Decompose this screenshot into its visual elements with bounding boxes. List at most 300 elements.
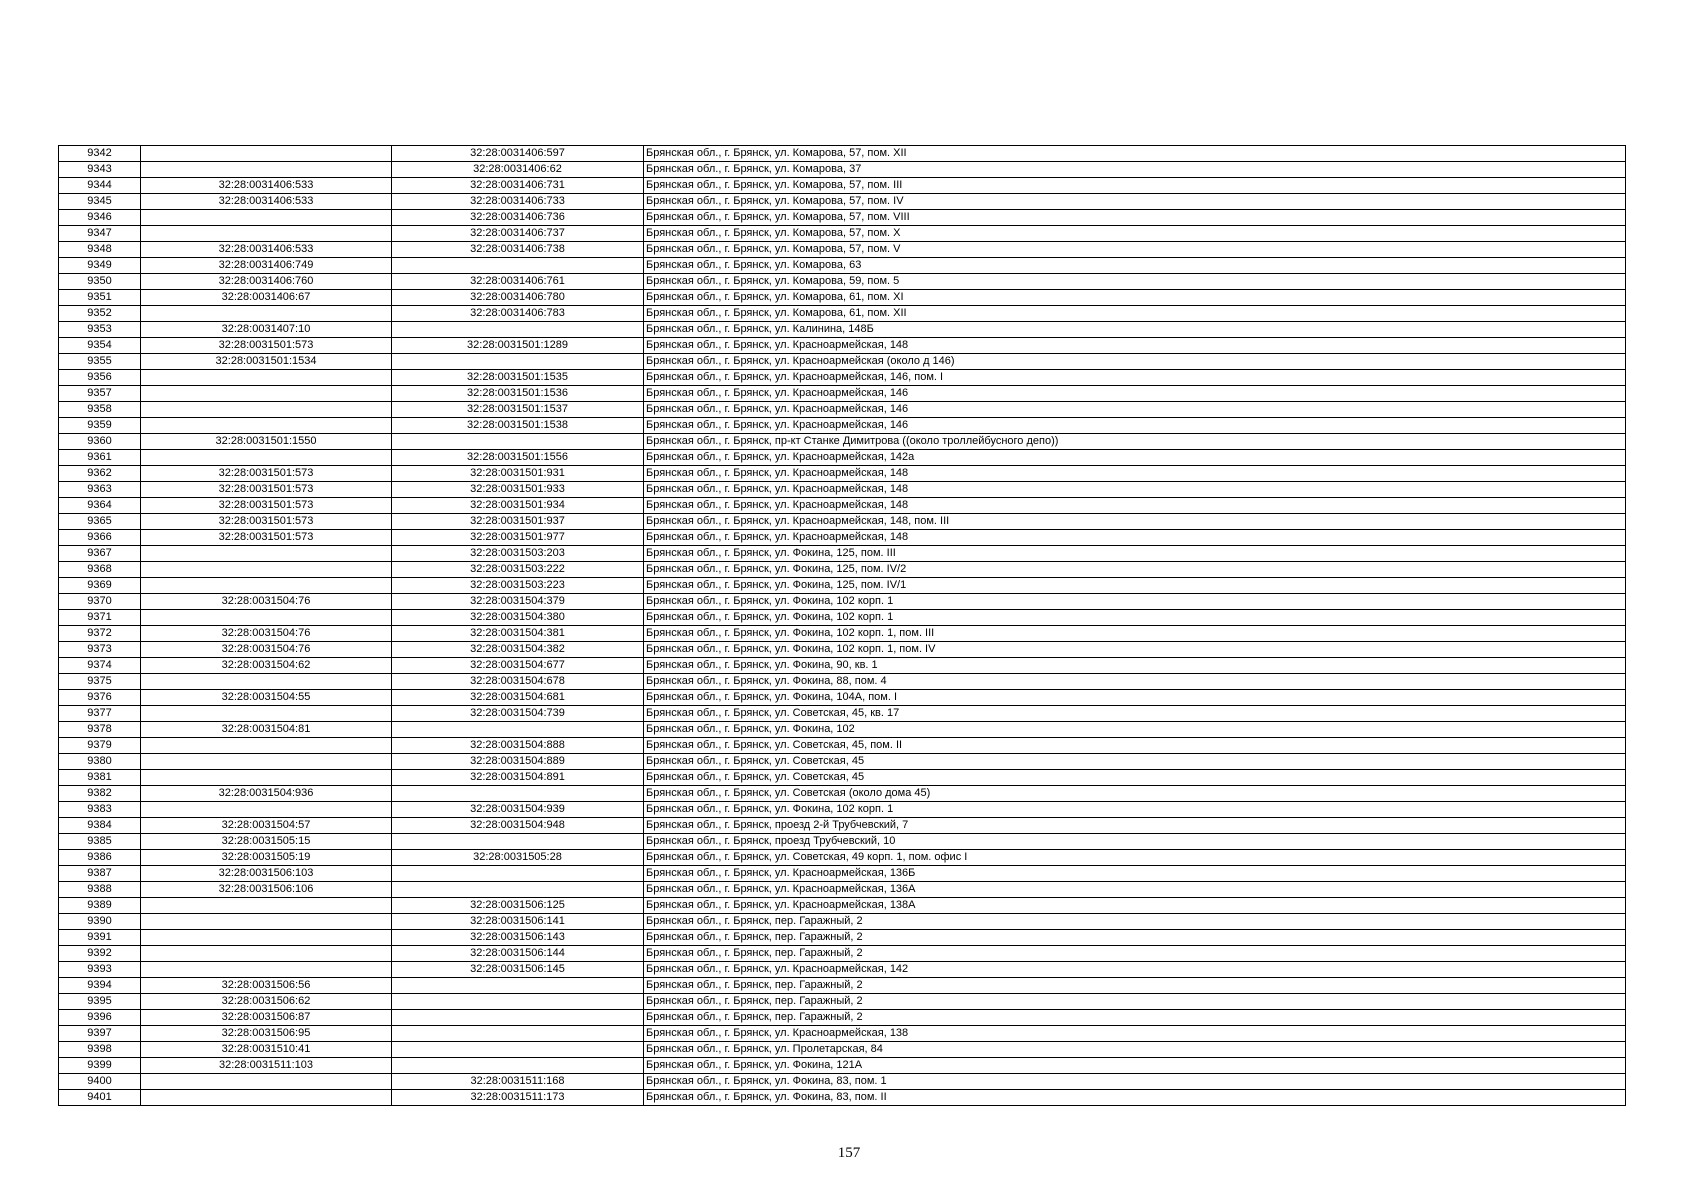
row-number-cell: 9345 [59,194,141,210]
address-cell: Брянская обл., г. Брянск, ул. Фокина, 125, пом. III [644,546,1626,562]
land-cadastral-number-cell: 32:28:0031501:1534 [141,354,392,370]
land-cadastral-number-cell [141,450,392,466]
object-cadastral-number-cell: 32:28:0031504:891 [392,770,644,786]
table-row [59,226,1626,242]
object-cadastral-number-cell: 32:28:0031504:739 [392,706,644,722]
table-row [59,882,1626,898]
row-number-cell: 9398 [59,1042,141,1058]
row-number-cell: 9391 [59,930,141,946]
address-cell: Брянская обл., г. Брянск, ул. Красноармейская, 136Б [644,866,1626,882]
land-cadastral-number-cell: 32:28:0031510:41 [141,1042,392,1058]
object-cadastral-number-cell [392,866,644,882]
land-cadastral-number-cell: 32:28:0031501:1550 [141,434,392,450]
table-row [59,1010,1626,1026]
object-cadastral-number-cell: 32:28:0031501:977 [392,530,644,546]
row-number-cell: 9364 [59,498,141,514]
address-cell: Брянская обл., г. Брянск, ул. Советская, 45, кв. 17 [644,706,1626,722]
address-cell: Брянская обл., г. Брянск, ул. Фокина, 102 [644,722,1626,738]
object-cadastral-number-cell: 32:28:0031406:733 [392,194,644,210]
row-number-cell: 9394 [59,978,141,994]
row-number-cell: 9392 [59,946,141,962]
table-row [59,994,1626,1010]
row-number-cell: 9376 [59,690,141,706]
land-cadastral-number-cell [141,418,392,434]
object-cadastral-number-cell: 32:28:0031406:731 [392,178,644,194]
address-cell: Брянская обл., г. Брянск, пр-кт Станке Димитрова ((около троллейбусного депо)) [644,434,1626,450]
object-cadastral-number-cell: 32:28:0031504:382 [392,642,644,658]
object-cadastral-number-cell: 32:28:0031506:145 [392,962,644,978]
address-cell: Брянская обл., г. Брянск, ул. Фокина, 90, кв. 1 [644,658,1626,674]
row-number-cell: 9369 [59,578,141,594]
row-number-cell: 9342 [59,146,141,162]
land-cadastral-number-cell: 32:28:0031504:57 [141,818,392,834]
object-cadastral-number-cell: 32:28:0031505:28 [392,850,644,866]
object-cadastral-number-cell: 32:28:0031511:173 [392,1090,644,1106]
land-cadastral-number-cell [141,754,392,770]
table-row [59,978,1626,994]
land-cadastral-number-cell: 32:28:0031506:87 [141,1010,392,1026]
land-cadastral-number-cell: 32:28:0031504:55 [141,690,392,706]
object-cadastral-number-cell: 32:28:0031504:888 [392,738,644,754]
land-cadastral-number-cell: 32:28:0031511:103 [141,1058,392,1074]
object-cadastral-number-cell: 32:28:0031501:1536 [392,386,644,402]
table-row [59,658,1626,674]
object-cadastral-number-cell: 32:28:0031406:761 [392,274,644,290]
row-number-cell: 9362 [59,466,141,482]
land-cadastral-number-cell: 32:28:0031501:573 [141,530,392,546]
object-cadastral-number-cell [392,1026,644,1042]
address-cell: Брянская обл., г. Брянск, ул. Комарова, 63 [644,258,1626,274]
address-cell: Брянская обл., г. Брянск, ул. Комарова, 57, пом. VIII [644,210,1626,226]
object-cadastral-number-cell [392,722,644,738]
table-row [59,1090,1626,1106]
table-row [59,402,1626,418]
object-cadastral-number-cell [392,322,644,338]
address-cell: Брянская обл., г. Брянск, ул. Красноармейская, 136А [644,882,1626,898]
address-cell: Брянская обл., г. Брянск, ул. Фокина, 121А [644,1058,1626,1074]
table-row [59,962,1626,978]
land-cadastral-number-cell [141,946,392,962]
address-cell: Брянская обл., г. Брянск, ул. Красноармейская, 148 [644,482,1626,498]
land-cadastral-number-cell: 32:28:0031407:10 [141,322,392,338]
table-row [59,306,1626,322]
address-cell: Брянская обл., г. Брянск, ул. Красноармейская, 138 [644,1026,1626,1042]
table-row [59,546,1626,562]
land-cadastral-number-cell [141,962,392,978]
object-cadastral-number-cell: 32:28:0031501:934 [392,498,644,514]
table-row [59,434,1626,450]
table-row [59,946,1626,962]
table-row [59,562,1626,578]
object-cadastral-number-cell: 32:28:0031501:1538 [392,418,644,434]
address-cell: Брянская обл., г. Брянск, ул. Красноармейская, 148, пом. III [644,514,1626,530]
row-number-cell: 9393 [59,962,141,978]
object-cadastral-number-cell: 32:28:0031501:1535 [392,370,644,386]
object-cadastral-number-cell [392,978,644,994]
table-row [59,850,1626,866]
address-cell: Брянская обл., г. Брянск, ул. Фокина, 125, пом. IV/1 [644,578,1626,594]
object-cadastral-number-cell: 32:28:0031504:380 [392,610,644,626]
table-row [59,498,1626,514]
table-row [59,1042,1626,1058]
land-cadastral-number-cell: 32:28:0031506:106 [141,882,392,898]
object-cadastral-number-cell [392,882,644,898]
object-cadastral-number-cell: 32:28:0031406:597 [392,146,644,162]
object-cadastral-number-cell [392,786,644,802]
table-row [59,354,1626,370]
table-row [59,866,1626,882]
land-cadastral-number-cell: 32:28:0031504:76 [141,642,392,658]
row-number-cell: 9359 [59,418,141,434]
address-cell: Брянская обл., г. Брянск, ул. Комарова, 57, пом. V [644,242,1626,258]
land-cadastral-number-cell: 32:28:0031501:573 [141,498,392,514]
address-cell: Брянская обл., г. Брянск, пер. Гаражный, 2 [644,1010,1626,1026]
land-cadastral-number-cell: 32:28:0031504:81 [141,722,392,738]
table-row [59,834,1626,850]
land-cadastral-number-cell: 32:28:0031406:67 [141,290,392,306]
table-row [59,1058,1626,1074]
land-cadastral-number-cell: 32:28:0031505:19 [141,850,392,866]
row-number-cell: 9400 [59,1074,141,1090]
table-row [59,514,1626,530]
land-cadastral-number-cell: 32:28:0031505:15 [141,834,392,850]
table-row [59,482,1626,498]
address-cell: Брянская обл., г. Брянск, пер. Гаражный, 2 [644,994,1626,1010]
address-cell: Брянская обл., г. Брянск, ул. Красноармейская, 146 [644,418,1626,434]
object-cadastral-number-cell: 32:28:0031406:62 [392,162,644,178]
land-cadastral-number-cell: 32:28:0031504:62 [141,658,392,674]
address-cell: Брянская обл., г. Брянск, ул. Комарова, 61, пом. XII [644,306,1626,322]
land-cadastral-number-cell [141,162,392,178]
address-cell: Брянская обл., г. Брянск, ул. Советская, 49 корп. 1, пом. офис I [644,850,1626,866]
row-number-cell: 9373 [59,642,141,658]
object-cadastral-number-cell: 32:28:0031504:678 [392,674,644,690]
address-cell: Брянская обл., г. Брянск, ул. Фокина, 102 корп. 1 [644,610,1626,626]
address-cell: Брянская обл., г. Брянск, ул. Калинина, 148Б [644,322,1626,338]
row-number-cell: 9353 [59,322,141,338]
row-number-cell: 9396 [59,1010,141,1026]
object-cadastral-number-cell: 32:28:0031406:780 [392,290,644,306]
table-row [59,578,1626,594]
land-cadastral-number-cell: 32:28:0031506:62 [141,994,392,1010]
address-cell: Брянская обл., г. Брянск, ул. Фокина, 88, пом. 4 [644,674,1626,690]
row-number-cell: 9368 [59,562,141,578]
address-cell: Брянская обл., г. Брянск, ул. Фокина, 83, пом. 1 [644,1074,1626,1090]
row-number-cell: 9381 [59,770,141,786]
land-cadastral-number-cell [141,226,392,242]
table-row [59,386,1626,402]
object-cadastral-number-cell: 32:28:0031504:681 [392,690,644,706]
row-number-cell: 9346 [59,210,141,226]
object-cadastral-number-cell [392,1058,644,1074]
row-number-cell: 9360 [59,434,141,450]
row-number-cell: 9388 [59,882,141,898]
land-cadastral-number-cell: 32:28:0031406:760 [141,274,392,290]
land-cadastral-number-cell: 32:28:0031504:936 [141,786,392,802]
address-cell: Брянская обл., г. Брянск, ул. Советская, 45 [644,770,1626,786]
address-cell: Брянская обл., г. Брянск, ул. Комарова, 37 [644,162,1626,178]
table-row [59,914,1626,930]
address-cell: Брянская обл., г. Брянск, ул. Фокина, 83, пом. II [644,1090,1626,1106]
land-cadastral-number-cell [141,802,392,818]
land-cadastral-number-cell: 32:28:0031506:103 [141,866,392,882]
address-cell: Брянская обл., г. Брянск, ул. Пролетарская, 84 [644,1042,1626,1058]
table-row [59,802,1626,818]
table-row [59,162,1626,178]
address-cell: Брянская обл., г. Брянск, ул. Советская, 45 [644,754,1626,770]
object-cadastral-number-cell: 32:28:0031503:203 [392,546,644,562]
address-cell: Брянская обл., г. Брянск, пер. Гаражный, 2 [644,930,1626,946]
table-row [59,290,1626,306]
table-row [59,738,1626,754]
land-cadastral-number-cell [141,546,392,562]
row-number-cell: 9348 [59,242,141,258]
object-cadastral-number-cell [392,434,644,450]
row-number-cell: 9380 [59,754,141,770]
object-cadastral-number-cell [392,994,644,1010]
table-row [59,418,1626,434]
object-cadastral-number-cell: 32:28:0031501:931 [392,466,644,482]
object-cadastral-number-cell: 32:28:0031504:948 [392,818,644,834]
object-cadastral-number-cell: 32:28:0031506:125 [392,898,644,914]
land-cadastral-number-cell [141,674,392,690]
address-cell: Брянская обл., г. Брянск, ул. Фокина, 102 корп. 1, пом. III [644,626,1626,642]
object-cadastral-number-cell [392,1010,644,1026]
row-number-cell: 9356 [59,370,141,386]
land-cadastral-number-cell [141,210,392,226]
row-number-cell: 9387 [59,866,141,882]
table-row [59,466,1626,482]
table-row [59,210,1626,226]
object-cadastral-number-cell: 32:28:0031504:381 [392,626,644,642]
row-number-cell: 9395 [59,994,141,1010]
land-cadastral-number-cell [141,898,392,914]
land-cadastral-number-cell [141,1090,392,1106]
land-cadastral-number-cell [141,386,392,402]
address-cell: Брянская обл., г. Брянск, проезд 2-й Трубчевский, 7 [644,818,1626,834]
table-row [59,258,1626,274]
object-cadastral-number-cell: 32:28:0031501:933 [392,482,644,498]
row-number-cell: 9386 [59,850,141,866]
table-row [59,706,1626,722]
land-cadastral-number-cell: 32:28:0031501:573 [141,466,392,482]
table-row [59,1074,1626,1090]
table-row [59,338,1626,354]
address-cell: Брянская обл., г. Брянск, ул. Советская (около дома 45) [644,786,1626,802]
page-number: 157 [837,1145,861,1161]
row-number-cell: 9350 [59,274,141,290]
object-cadastral-number-cell: 32:28:0031506:143 [392,930,644,946]
table-row [59,610,1626,626]
row-number-cell: 9374 [59,658,141,674]
address-cell: Брянская обл., г. Брянск, ул. Красноармейская, 146 [644,402,1626,418]
row-number-cell: 9357 [59,386,141,402]
row-number-cell: 9349 [59,258,141,274]
table-row [59,242,1626,258]
row-number-cell: 9390 [59,914,141,930]
table-row [59,274,1626,290]
registry-table [58,145,1626,1106]
land-cadastral-number-cell: 32:28:0031501:573 [141,338,392,354]
object-cadastral-number-cell: 32:28:0031504:379 [392,594,644,610]
object-cadastral-number-cell: 32:28:0031503:223 [392,578,644,594]
land-cadastral-number-cell: 32:28:0031504:76 [141,594,392,610]
address-cell: Брянская обл., г. Брянск, ул. Красноармейская, 148 [644,498,1626,514]
row-number-cell: 9397 [59,1026,141,1042]
row-number-cell: 9354 [59,338,141,354]
table-row [59,178,1626,194]
object-cadastral-number-cell: 32:28:0031504:677 [392,658,644,674]
address-cell: Брянская обл., г. Брянск, ул. Фокина, 102 корп. 1, пом. IV [644,642,1626,658]
land-cadastral-number-cell: 32:28:0031406:533 [141,194,392,210]
address-cell: Брянская обл., г. Брянск, ул. Красноармейская, 146 [644,386,1626,402]
object-cadastral-number-cell: 32:28:0031501:1556 [392,450,644,466]
land-cadastral-number-cell [141,562,392,578]
row-number-cell: 9355 [59,354,141,370]
row-number-cell: 9382 [59,786,141,802]
row-number-cell: 9344 [59,178,141,194]
object-cadastral-number-cell: 32:28:0031406:738 [392,242,644,258]
address-cell: Брянская обл., г. Брянск, пер. Гаражный, 2 [644,978,1626,994]
object-cadastral-number-cell: 32:28:0031501:937 [392,514,644,530]
row-number-cell: 9365 [59,514,141,530]
table-row [59,322,1626,338]
table-row [59,530,1626,546]
land-cadastral-number-cell: 32:28:0031506:95 [141,1026,392,1042]
row-number-cell: 9366 [59,530,141,546]
land-cadastral-number-cell [141,770,392,786]
address-cell: Брянская обл., г. Брянск, ул. Красноармейская, 142 [644,962,1626,978]
land-cadastral-number-cell: 32:28:0031501:573 [141,514,392,530]
address-cell: Брянская обл., г. Брянск, ул. Фокина, 102 корп. 1 [644,594,1626,610]
row-number-cell: 9358 [59,402,141,418]
row-number-cell: 9375 [59,674,141,690]
object-cadastral-number-cell: 32:28:0031503:222 [392,562,644,578]
row-number-cell: 9399 [59,1058,141,1074]
address-cell: Брянская обл., г. Брянск, ул. Красноармейская, 148 [644,530,1626,546]
table-row [59,1026,1626,1042]
object-cadastral-number-cell: 32:28:0031501:1537 [392,402,644,418]
address-cell: Брянская обл., г. Брянск, проезд Трубчевский, 10 [644,834,1626,850]
land-cadastral-number-cell: 32:28:0031506:56 [141,978,392,994]
address-cell: Брянская обл., г. Брянск, ул. Советская, 45, пом. II [644,738,1626,754]
address-cell: Брянская обл., г. Брянск, ул. Комарова, 57, пом. XII [644,146,1626,162]
land-cadastral-number-cell [141,914,392,930]
land-cadastral-number-cell [141,578,392,594]
land-cadastral-number-cell: 32:28:0031504:76 [141,626,392,642]
row-number-cell: 9351 [59,290,141,306]
table-row [59,642,1626,658]
object-cadastral-number-cell: 32:28:0031504:939 [392,802,644,818]
address-cell: Брянская обл., г. Брянск, ул. Комарова, 57, пом. III [644,178,1626,194]
row-number-cell: 9370 [59,594,141,610]
row-number-cell: 9371 [59,610,141,626]
land-cadastral-number-cell: 32:28:0031406:533 [141,242,392,258]
address-cell: Брянская обл., г. Брянск, ул. Комарова, 57, пом. X [644,226,1626,242]
table-row [59,930,1626,946]
row-number-cell: 9367 [59,546,141,562]
land-cadastral-number-cell [141,930,392,946]
address-cell: Брянская обл., г. Брянск, пер. Гаражный, 2 [644,946,1626,962]
land-cadastral-number-cell: 32:28:0031501:573 [141,482,392,498]
land-cadastral-number-cell [141,402,392,418]
land-cadastral-number-cell [141,1074,392,1090]
table-row [59,722,1626,738]
row-number-cell: 9372 [59,626,141,642]
object-cadastral-number-cell [392,1042,644,1058]
object-cadastral-number-cell: 32:28:0031504:889 [392,754,644,770]
row-number-cell: 9363 [59,482,141,498]
table-row [59,450,1626,466]
table-row [59,818,1626,834]
row-number-cell: 9377 [59,706,141,722]
land-cadastral-number-cell [141,370,392,386]
row-number-cell: 9389 [59,898,141,914]
table-row [59,594,1626,610]
table-row [59,754,1626,770]
land-cadastral-number-cell: 32:28:0031406:533 [141,178,392,194]
object-cadastral-number-cell [392,834,644,850]
row-number-cell: 9401 [59,1090,141,1106]
land-cadastral-number-cell [141,706,392,722]
object-cadastral-number-cell: 32:28:0031406:783 [392,306,644,322]
land-cadastral-number-cell [141,610,392,626]
address-cell: Брянская обл., г. Брянск, ул. Комарова, 59, пом. 5 [644,274,1626,290]
row-number-cell: 9384 [59,818,141,834]
table-row [59,786,1626,802]
table-row [59,770,1626,786]
table-row [59,194,1626,210]
row-number-cell: 9343 [59,162,141,178]
object-cadastral-number-cell: 32:28:0031406:736 [392,210,644,226]
address-cell: Брянская обл., г. Брянск, ул. Фокина, 125, пом. IV/2 [644,562,1626,578]
address-cell: Брянская обл., г. Брянск, ул. Красноармейская, 138А [644,898,1626,914]
table-row [59,370,1626,386]
table-row [59,674,1626,690]
address-cell: Брянская обл., г. Брянск, ул. Комарова, 61, пом. XI [644,290,1626,306]
row-number-cell: 9379 [59,738,141,754]
table-row [59,146,1626,162]
address-cell: Брянская обл., г. Брянск, пер. Гаражный, 2 [644,914,1626,930]
table-row [59,626,1626,642]
row-number-cell: 9352 [59,306,141,322]
row-number-cell: 9361 [59,450,141,466]
table-row [59,898,1626,914]
object-cadastral-number-cell: 32:28:0031506:144 [392,946,644,962]
land-cadastral-number-cell [141,738,392,754]
row-number-cell: 9385 [59,834,141,850]
object-cadastral-number-cell: 32:28:0031506:141 [392,914,644,930]
row-number-cell: 9347 [59,226,141,242]
object-cadastral-number-cell: 32:28:0031406:737 [392,226,644,242]
land-cadastral-number-cell [141,146,392,162]
land-cadastral-number-cell: 32:28:0031406:749 [141,258,392,274]
registry-table-body [59,146,1626,1106]
address-cell: Брянская обл., г. Брянск, ул. Красноармейская (около д 146) [644,354,1626,370]
address-cell: Брянская обл., г. Брянск, ул. Комарова, 57, пом. IV [644,194,1626,210]
land-cadastral-number-cell [141,306,392,322]
address-cell: Брянская обл., г. Брянск, ул. Красноармейская, 142а [644,450,1626,466]
address-cell: Брянская обл., г. Брянск, ул. Красноармейская, 148 [644,338,1626,354]
object-cadastral-number-cell: 32:28:0031501:1289 [392,338,644,354]
object-cadastral-number-cell [392,258,644,274]
address-cell: Брянская обл., г. Брянск, ул. Фокина, 104А, пом. I [644,690,1626,706]
address-cell: Брянская обл., г. Брянск, ул. Фокина, 102 корп. 1 [644,802,1626,818]
address-cell: Брянская обл., г. Брянск, ул. Красноармейская, 146, пом. I [644,370,1626,386]
address-cell: Брянская обл., г. Брянск, ул. Красноармейская, 148 [644,466,1626,482]
table-row [59,690,1626,706]
object-cadastral-number-cell [392,354,644,370]
